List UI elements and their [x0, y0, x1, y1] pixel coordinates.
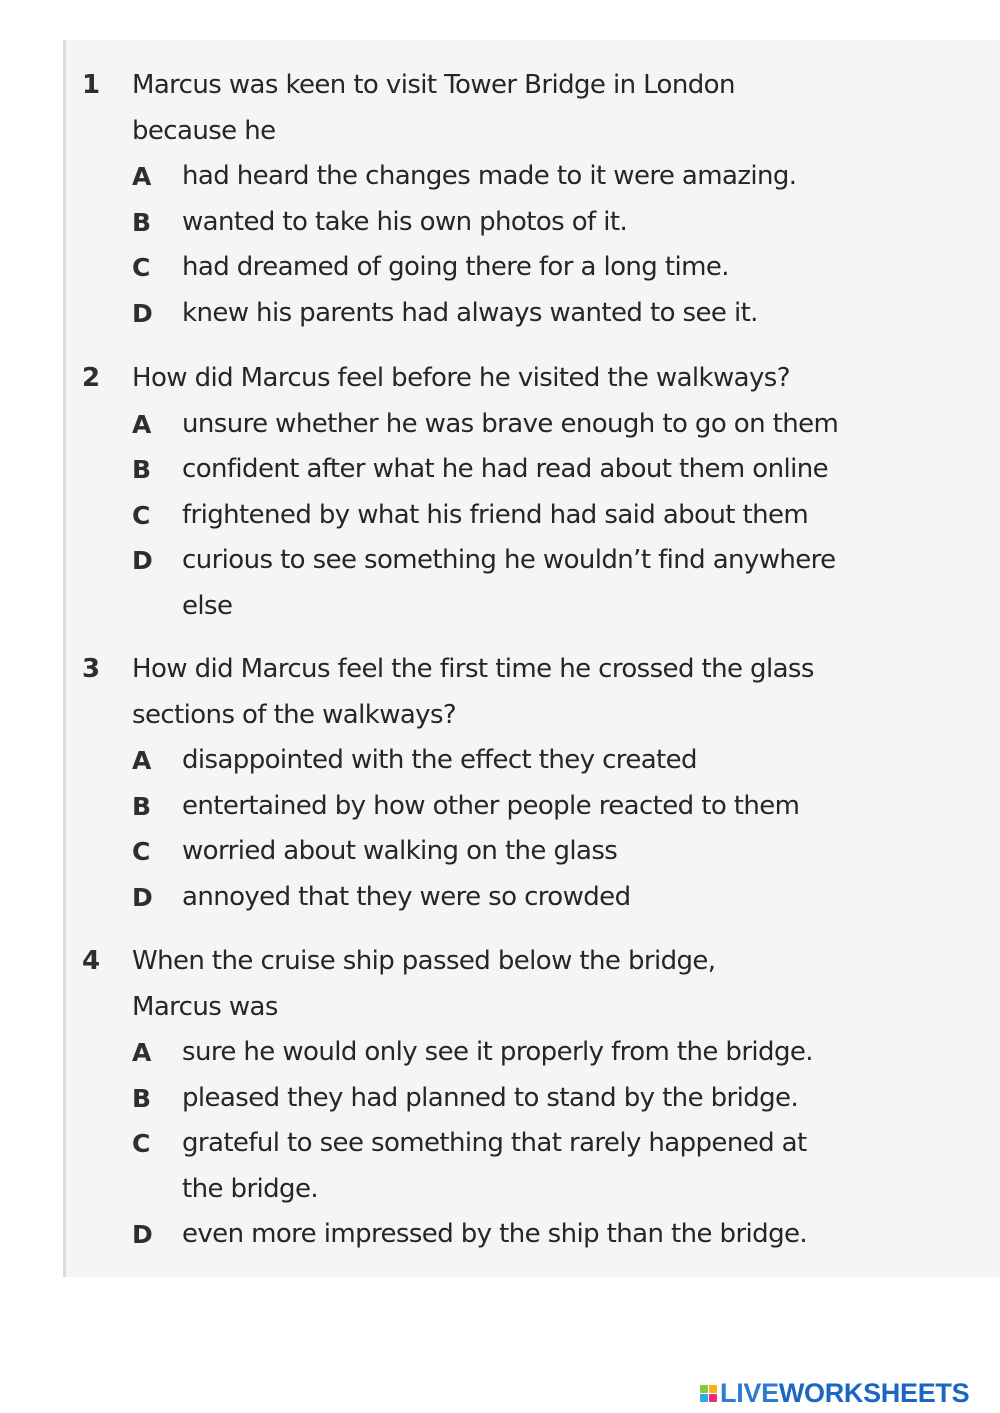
- worksheet-page: [63, 40, 1000, 1277]
- option-b[interactable]: [82, 200, 987, 246]
- option-text: unsure whether he was brave enough to go on them: [182, 408, 839, 439]
- option-letter: D: [132, 1220, 153, 1249]
- option-d[interactable]: [82, 1212, 987, 1258]
- option-text: disappointed with the effect they created: [182, 745, 697, 775]
- logo-square-icon: [709, 1385, 717, 1393]
- option-text: entertained by how other people reacted to them: [182, 790, 800, 821]
- option-text: wanted to take his own photos of it.: [182, 206, 628, 237]
- option-c[interactable]: [82, 1121, 987, 1212]
- logo-square-icon: [700, 1385, 708, 1393]
- option-letter: B: [132, 791, 152, 821]
- option-b[interactable]: [82, 1076, 987, 1122]
- option-text-continued: else: [182, 590, 233, 621]
- option-a[interactable]: [82, 1030, 987, 1076]
- option-a[interactable]: [82, 738, 987, 784]
- option-d[interactable]: [82, 875, 987, 921]
- option-text: curious to see something he wouldn’t find anywhere: [182, 545, 836, 575]
- option-text: confident after what he had read about them online: [182, 454, 828, 484]
- question-stem-line: because he: [132, 115, 276, 146]
- option-text: frightened by what his friend had said about them: [182, 499, 809, 530]
- question-stem-row: [82, 985, 987, 1031]
- logo-square-icon: [709, 1394, 717, 1402]
- option-b[interactable]: [82, 447, 987, 493]
- option-letter: C: [132, 1129, 151, 1158]
- option-c[interactable]: [82, 245, 987, 291]
- option-text: knew his parents had always wanted to see it.: [182, 297, 758, 328]
- liveworksheets-logo-icon: [700, 1385, 717, 1402]
- brand-text: [720, 1378, 969, 1409]
- question-stem-line: Marcus was keen to visit Tower Bridge in London: [132, 70, 735, 100]
- option-letter: B: [132, 1083, 152, 1113]
- question-stem-row: [82, 939, 987, 985]
- option-a[interactable]: [82, 402, 987, 448]
- option-text-continued: the bridge.: [182, 1173, 319, 1204]
- brand-suffix: WORKSHEETS: [778, 1377, 970, 1408]
- option-letter: A: [132, 162, 152, 191]
- question-2: [82, 356, 987, 629]
- question-number: 2: [82, 363, 101, 393]
- question-stem-line: How did Marcus feel the first time he crossed the glass: [132, 654, 814, 684]
- option-letter: C: [132, 837, 151, 866]
- question-stem-row: [82, 63, 987, 109]
- option-b[interactable]: [82, 784, 987, 830]
- option-letter: B: [132, 207, 152, 237]
- option-text: grateful to see something that rarely happened at: [182, 1128, 807, 1158]
- option-letter: D: [132, 882, 153, 912]
- option-text: had heard the changes made to it were amazing.: [182, 161, 797, 191]
- option-letter: A: [132, 746, 152, 775]
- question-stem-row: [82, 647, 987, 693]
- question-number: 1: [82, 70, 101, 100]
- question-stem-line: How did Marcus feel before he visited the walkways?: [132, 363, 790, 393]
- question-stem-row: [82, 693, 987, 739]
- option-letter: C: [132, 253, 151, 282]
- option-letter: D: [132, 298, 153, 328]
- brand-prefix: LIVE: [720, 1377, 779, 1408]
- option-c[interactable]: [82, 829, 987, 875]
- option-text: even more impressed by the ship than the bridge.: [182, 1219, 808, 1249]
- question-number: 3: [82, 654, 101, 684]
- option-c[interactable]: [82, 493, 987, 539]
- question-1: [82, 63, 987, 336]
- question-stem-row: [82, 356, 987, 402]
- question-number: 4: [82, 946, 101, 976]
- option-text: worried about walking on the glass: [182, 836, 618, 866]
- option-letter: B: [132, 455, 152, 484]
- logo-square-icon: [700, 1394, 708, 1402]
- option-letter: A: [132, 409, 152, 439]
- liveworksheets-logo[interactable]: [700, 1373, 969, 1413]
- option-letter: A: [132, 1038, 152, 1067]
- option-d[interactable]: [82, 538, 987, 629]
- option-text: annoyed that they were so crowded: [182, 881, 631, 912]
- question-4: [82, 939, 987, 1258]
- option-d[interactable]: [82, 291, 987, 337]
- option-letter: C: [132, 500, 151, 530]
- option-text: sure he would only see it properly from the bridge.: [182, 1037, 813, 1067]
- option-a[interactable]: [82, 154, 987, 200]
- question-stem-row: [82, 109, 987, 155]
- question-stem-line: Marcus was: [132, 991, 278, 1022]
- option-letter: D: [132, 546, 153, 575]
- question-3: [82, 647, 987, 920]
- question-stem-line: When the cruise ship passed below the bridge,: [132, 946, 716, 976]
- option-text: pleased they had planned to stand by the bridge.: [182, 1082, 799, 1113]
- option-text: had dreamed of going there for a long time.: [182, 252, 729, 282]
- question-stem-line: sections of the walkways?: [132, 699, 457, 730]
